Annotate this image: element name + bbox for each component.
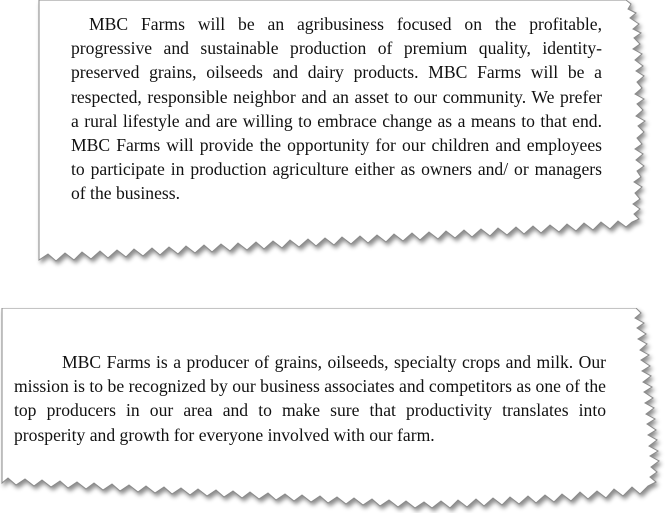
clipping-producer-statement — [0, 308, 662, 510]
producer-paragraph: MBC Farms is a producer of grains, oilseeds, specialty crops and milk. Our mission is to be recognized by our business associates and competitors as one of the top producers in our area and to make sure that productivity translates into prosperity and growth for everyone involved with our farm. — [14, 352, 606, 445]
mission-paragraph: MBC Farms will be an agribusiness focused on the profitable, progressive and sustainable production of premium quality, identity- preserved grains, oilseeds and dairy products. MBC Farms will be a respected, responsible neighbor and an asset to our community. We prefer a rural lifestyle and are willing to embrace change as a means to that end. MBC Farms will provide the opportunity for our children and employees to participate in production agriculture either as owners and/ or managers of the business. — [71, 14, 602, 204]
clipping-mission-statement — [30, 0, 660, 262]
